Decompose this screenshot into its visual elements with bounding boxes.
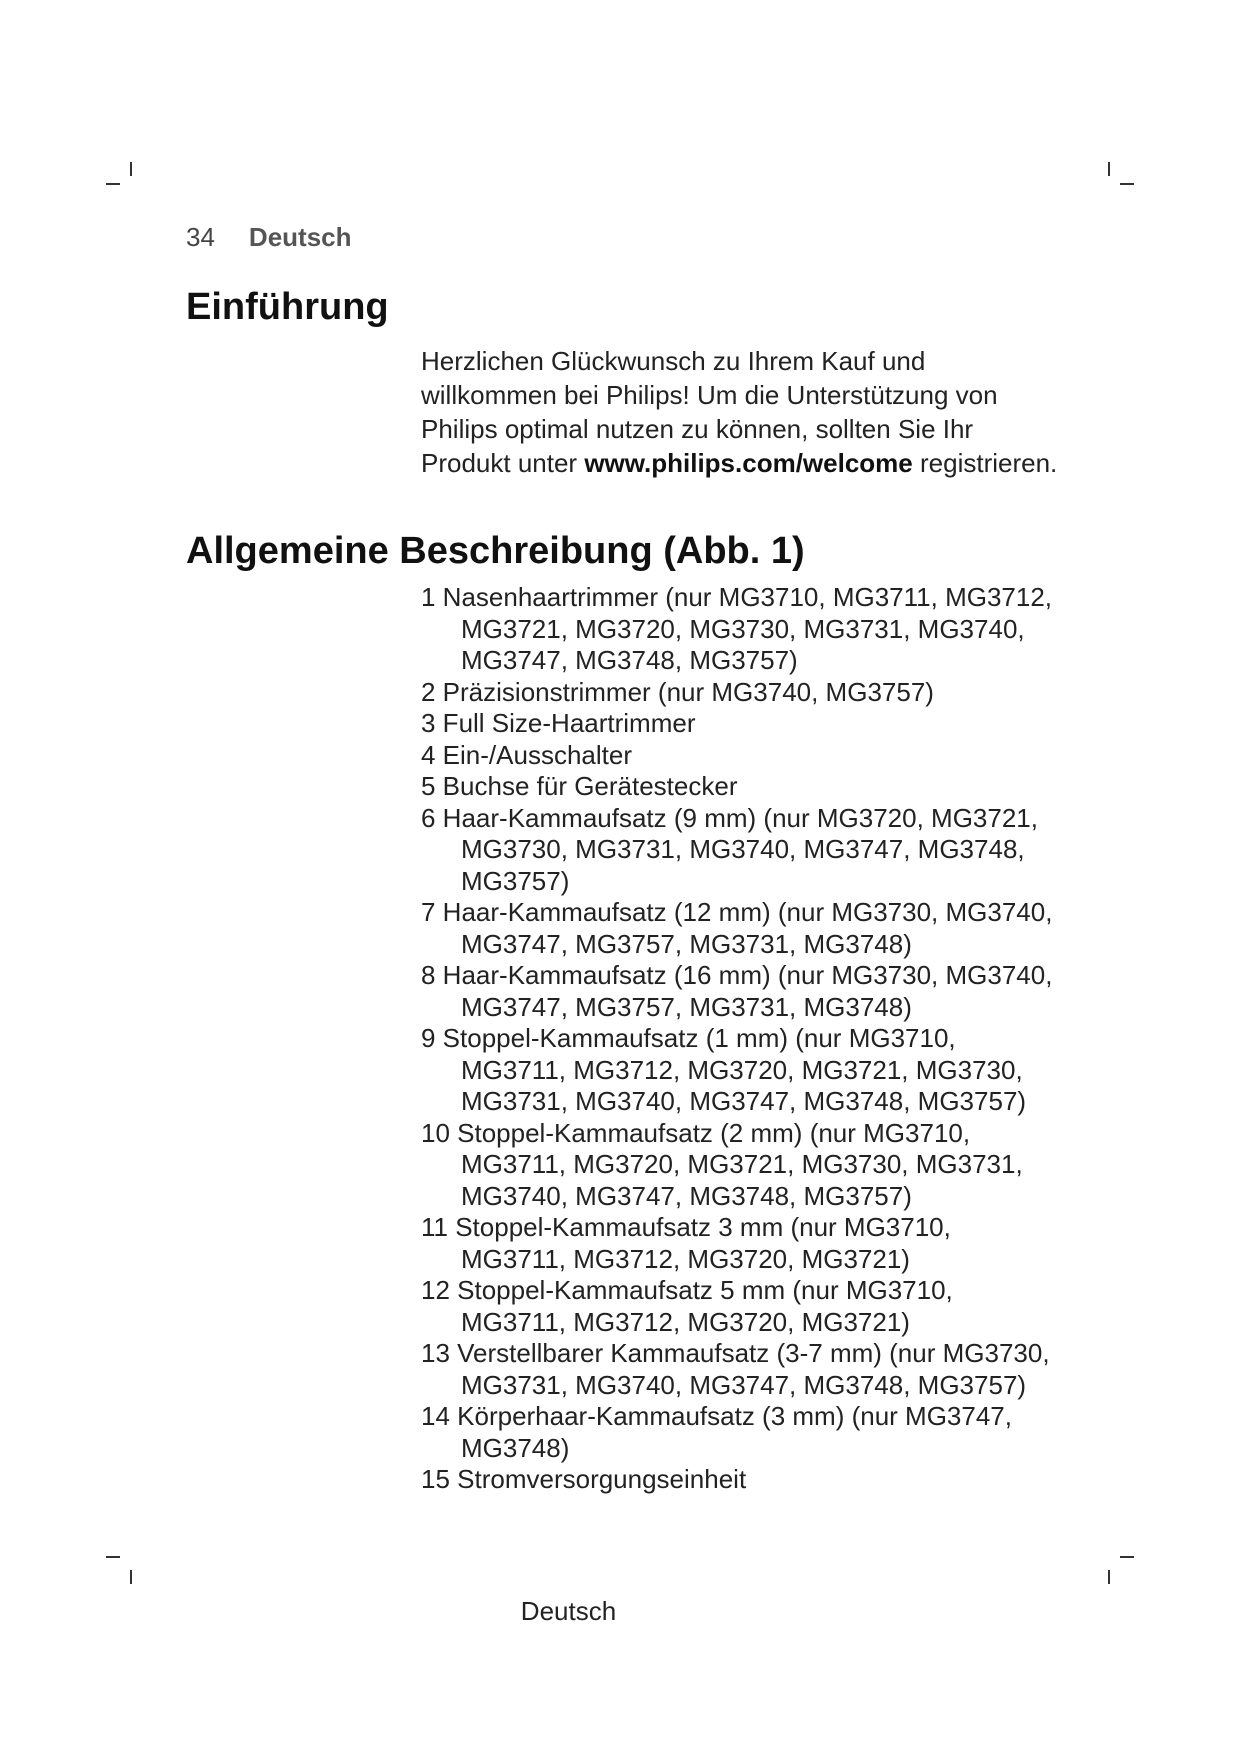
crop-mark-top-right-h bbox=[1120, 183, 1134, 185]
general-description-heading: Allgemeine Beschreibung (Abb. 1) bbox=[186, 530, 805, 572]
list-item: 13 Verstellbarer Kammaufsatz (3-7 mm) (nur MG3730, MG3731, MG3740, MG3747, MG3748, MG3757) bbox=[421, 1338, 1050, 1400]
crop-mark-bottom-right-v bbox=[1108, 1570, 1110, 1584]
list-item: 9 Stoppel-Kammaufsatz (1 mm) (nur MG3710, MG3711, MG3712, MG3720, MG3721, MG3730, MG3731, MG3740, MG3747, MG3748, MG3757) bbox=[421, 1023, 1027, 1116]
crop-mark-top-left-h bbox=[106, 183, 120, 185]
intro-heading: Einführung bbox=[186, 286, 389, 328]
intro-text-after: registrieren. bbox=[912, 448, 1058, 478]
page-footer: Deutsch bbox=[520, 1596, 617, 1626]
list-item: 3 Full Size-Haartrimmer bbox=[421, 708, 696, 738]
crop-mark-bottom-right-h bbox=[1120, 1556, 1134, 1558]
list-item: 12 Stoppel-Kammaufsatz 5 mm (nur MG3710, MG3711, MG3712, MG3720, MG3721) bbox=[421, 1275, 953, 1337]
list-item: 1 Nasenhaartrimmer (nur MG3710, MG3711, MG3712, MG3721, MG3720, MG3730, MG3731, MG3740, MG3747, MG3748, MG3757) bbox=[421, 582, 1053, 675]
list-item: 14 Körperhaar-Kammaufsatz (3 mm) (nur MG3747, MG3748) bbox=[421, 1401, 1012, 1463]
list-item: 11 Stoppel-Kammaufsatz 3 mm (nur MG3710, MG3711, MG3712, MG3720, MG3721) bbox=[421, 1212, 951, 1274]
list-item: 8 Haar-Kammaufsatz (16 mm) (nur MG3730, MG3740, MG3747, MG3757, MG3731, MG3748) bbox=[421, 960, 1053, 1022]
intro-paragraph bbox=[421, 344, 1061, 480]
list-item: 15 Stromversorgungseinheit bbox=[421, 1464, 747, 1494]
list-item: 10 Stoppel-Kammaufsatz (2 mm) (nur MG3710, MG3711, MG3720, MG3721, MG3730, MG3731, MG3740, MG3747, MG3748, MG3757) bbox=[421, 1117, 1023, 1211]
list-item: 6 Haar-Kammaufsatz (9 mm) (nur MG3720, MG3721, MG3730, MG3731, MG3740, MG3747, MG3748, MG3757) bbox=[421, 802, 1038, 896]
crop-mark-top-left-v bbox=[130, 162, 132, 176]
crop-mark-bottom-left-h bbox=[106, 1556, 120, 1558]
welcome-url: www.philips.com/welcome bbox=[584, 448, 913, 478]
intro-text-before: Herzlichen Glückwunsch zu Ihrem Kauf und willkommen bei Philips! Um die Unterstützung von Philips optimal nutzen zu können, sollten Sie Ihr Produkt unter bbox=[421, 346, 998, 478]
list-item: 7 Haar-Kammaufsatz (12 mm) (nur MG3730, MG3740, MG3747, MG3757, MG3731, MG3748) bbox=[421, 897, 1053, 959]
list-item: 4 Ein-/Ausschalter bbox=[421, 739, 632, 770]
list-item: 5 Buchse für Gerätestecker bbox=[421, 771, 738, 801]
crop-mark-bottom-left-v bbox=[130, 1570, 132, 1584]
list-item: 2 Präzisionstrimmer (nur MG3740, MG3757) bbox=[421, 676, 934, 707]
parts-list bbox=[421, 582, 1061, 1496]
running-header bbox=[186, 222, 352, 253]
header-language: Deutsch bbox=[248, 222, 352, 252]
page-number: 34 bbox=[186, 222, 215, 252]
crop-mark-top-right-v bbox=[1108, 162, 1110, 176]
